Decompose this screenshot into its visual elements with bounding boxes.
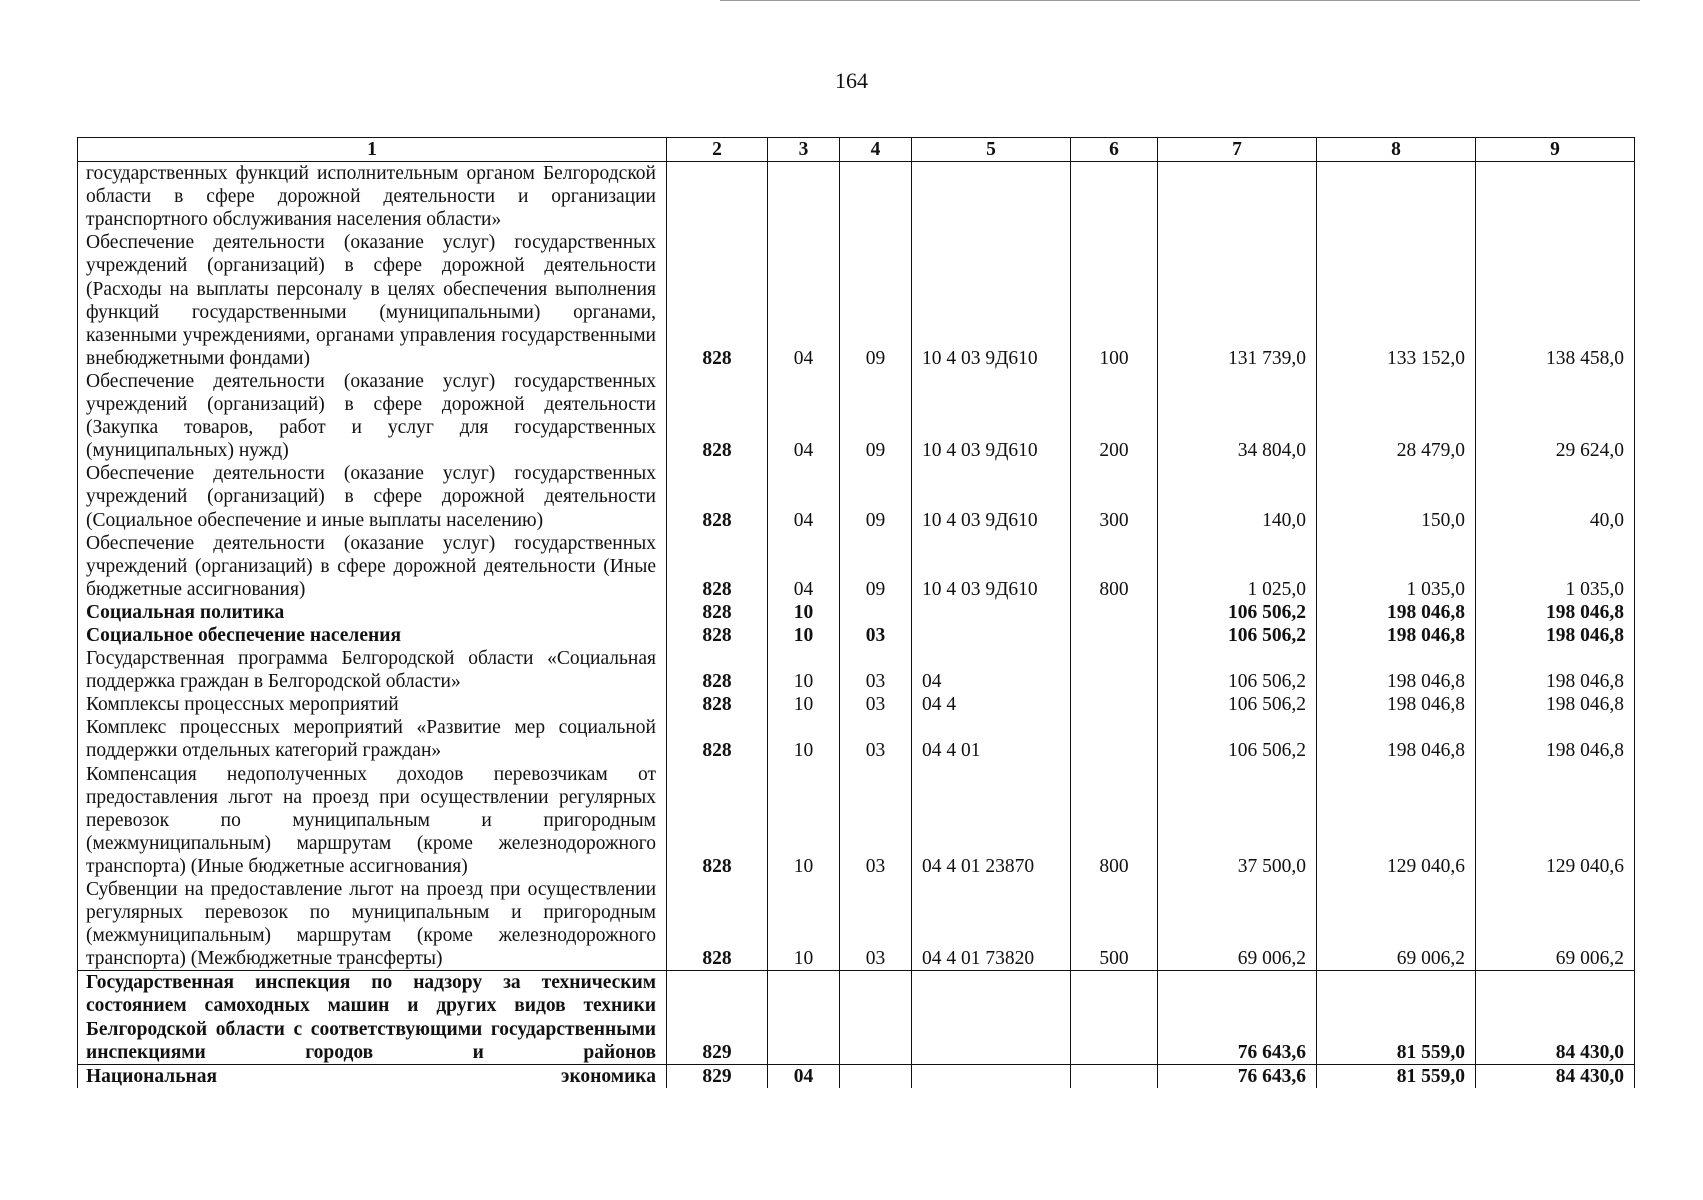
row-amount-2: 28 479,0 (1317, 370, 1476, 462)
row-section (768, 162, 840, 232)
row-amount-3: 198 046,8 (1476, 716, 1635, 762)
row-name: государственных функций исполнительным органом Белгородской области в сфере дорожной деятельности и организации транспортного обслуживания населения области» (78, 162, 667, 232)
row-amount-2: 150,0 (1317, 462, 1476, 531)
row-amount-1: 76 643,6 (1158, 971, 1317, 1064)
row-amount-2: 198 046,8 (1317, 647, 1476, 693)
row-amount-1: 1 025,0 (1158, 532, 1317, 601)
table-row (78, 693, 1635, 716)
table-row (78, 162, 1635, 232)
row-subsection: 03 (840, 716, 912, 762)
row-admin-code: 828 (667, 624, 768, 647)
row-target-article: 10 4 03 9Д610 (912, 231, 1071, 370)
row-amount-1: 34 804,0 (1158, 370, 1317, 462)
row-target-article (912, 971, 1071, 1064)
row-section: 10 (768, 693, 840, 716)
row-section: 10 (768, 601, 840, 624)
row-expense-type (1071, 693, 1158, 716)
row-admin-code: 828 (667, 647, 768, 693)
row-subsection (840, 1064, 912, 1088)
row-amount-1: 106 506,2 (1158, 716, 1317, 762)
row-expense-type: 800 (1071, 532, 1158, 601)
table-body (78, 162, 1635, 1088)
row-subsection (840, 162, 912, 232)
table-row (78, 370, 1635, 462)
row-admin-code: 828 (667, 693, 768, 716)
table-row (78, 1064, 1635, 1088)
row-target-article (912, 1064, 1071, 1088)
row-amount-2 (1317, 162, 1476, 232)
row-name: Компенсация недополученных доходов перевозчикам от предоставления льгот на проезд при осуществлении регулярных перевозок по муниципальным и пригородным (межмуниципальным) маршрутам (кроме железнодорожного транспорта) (Иные бюджетные ассигнования) (78, 763, 667, 878)
row-amount-2: 198 046,8 (1317, 716, 1476, 762)
row-amount-1: 106 506,2 (1158, 647, 1317, 693)
row-subsection: 03 (840, 693, 912, 716)
row-amount-3: 198 046,8 (1476, 693, 1635, 716)
row-admin-code: 828 (667, 878, 768, 971)
row-target-article: 04 4 (912, 693, 1071, 716)
row-expense-type: 800 (1071, 763, 1158, 878)
row-admin-code: 828 (667, 462, 768, 531)
row-admin-code: 828 (667, 370, 768, 462)
row-section: 04 (768, 532, 840, 601)
row-expense-type (1071, 1064, 1158, 1088)
row-name: Субвенции на предоставление льгот на проезд при осуществлении регулярных перевозок по муниципальным и пригородным (межмуниципальным) маршрутам (кроме железнодорожного транспорта) (Межбюджетные трансферты) (78, 878, 667, 971)
row-section (768, 971, 840, 1064)
row-amount-1: 106 506,2 (1158, 624, 1317, 647)
row-name: Обеспечение деятельности (оказание услуг) государственных учреждений (организаций) в сфере дорожной деятельности (Социальное обеспечение и иные выплаты населению) (78, 462, 667, 531)
row-target-article: 04 4 01 73820 (912, 878, 1071, 971)
row-expense-type (1071, 162, 1158, 232)
column-header: 6 (1071, 138, 1158, 162)
row-expense-type (1071, 601, 1158, 624)
row-amount-1: 106 506,2 (1158, 693, 1317, 716)
row-subsection: 09 (840, 370, 912, 462)
column-header: 4 (840, 138, 912, 162)
row-expense-type: 100 (1071, 231, 1158, 370)
row-amount-2: 81 559,0 (1317, 971, 1476, 1064)
row-expense-type: 500 (1071, 878, 1158, 971)
row-amount-3 (1476, 162, 1635, 232)
scan-edge-line (720, 0, 1640, 1)
row-amount-2: 1 035,0 (1317, 532, 1476, 601)
row-amount-1: 76 643,6 (1158, 1064, 1317, 1088)
row-amount-3: 198 046,8 (1476, 624, 1635, 647)
row-target-article (912, 601, 1071, 624)
row-amount-3: 84 430,0 (1476, 971, 1635, 1064)
row-section: 10 (768, 647, 840, 693)
row-section: 04 (768, 231, 840, 370)
column-header: 7 (1158, 138, 1317, 162)
row-subsection (840, 971, 912, 1064)
row-name: Обеспечение деятельности (оказание услуг) государственных учреждений (организаций) в сфере дорожной деятельности (Иные бюджетные ассигнования) (78, 532, 667, 601)
column-header: 2 (667, 138, 768, 162)
row-amount-2: 198 046,8 (1317, 601, 1476, 624)
row-amount-1: 37 500,0 (1158, 763, 1317, 878)
row-admin-code: 828 (667, 716, 768, 762)
row-amount-2: 69 006,2 (1317, 878, 1476, 971)
row-expense-type: 300 (1071, 462, 1158, 531)
row-name: Обеспечение деятельности (оказание услуг) государственных учреждений (организаций) в сфере дорожной деятельности (Закупка товаров, работ и услуг для государственных (муниципальных) нужд) (78, 370, 667, 462)
row-name: Национальная экономика (78, 1064, 667, 1088)
row-target-article (912, 162, 1071, 232)
table-row (78, 601, 1635, 624)
table-row (78, 716, 1635, 762)
row-amount-1: 131 739,0 (1158, 231, 1317, 370)
row-amount-1: 69 006,2 (1158, 878, 1317, 971)
row-amount-3: 129 040,6 (1476, 763, 1635, 878)
row-admin-code: 828 (667, 532, 768, 601)
row-name: Социальное обеспечение населения (78, 624, 667, 647)
column-header: 9 (1476, 138, 1635, 162)
row-amount-2: 198 046,8 (1317, 624, 1476, 647)
row-amount-2: 198 046,8 (1317, 693, 1476, 716)
row-amount-3: 198 046,8 (1476, 647, 1635, 693)
table-row (78, 647, 1635, 693)
column-number-header (78, 138, 1635, 162)
row-section: 04 (768, 1064, 840, 1088)
table-row (78, 462, 1635, 531)
column-header: 3 (768, 138, 840, 162)
column-header: 5 (912, 138, 1071, 162)
row-subsection (840, 601, 912, 624)
row-expense-type (1071, 624, 1158, 647)
table-row (78, 532, 1635, 601)
row-name: Комплексы процессных мероприятий (78, 693, 667, 716)
row-section: 04 (768, 370, 840, 462)
row-subsection: 09 (840, 231, 912, 370)
row-admin-code: 828 (667, 231, 768, 370)
row-section: 04 (768, 462, 840, 531)
row-admin-code: 828 (667, 763, 768, 878)
page-number: 164 (835, 68, 868, 93)
row-admin-code: 829 (667, 1064, 768, 1088)
row-amount-2: 133 152,0 (1317, 231, 1476, 370)
row-amount-1: 106 506,2 (1158, 601, 1317, 624)
table-row (78, 971, 1635, 1064)
row-target-article: 04 (912, 647, 1071, 693)
row-expense-type (1071, 716, 1158, 762)
row-name: Социальная политика (78, 601, 667, 624)
row-amount-3: 84 430,0 (1476, 1064, 1635, 1088)
row-amount-2: 81 559,0 (1317, 1064, 1476, 1088)
row-amount-3: 1 035,0 (1476, 532, 1635, 601)
table-row (78, 878, 1635, 971)
row-subsection: 03 (840, 647, 912, 693)
row-section: 10 (768, 763, 840, 878)
row-amount-2: 129 040,6 (1317, 763, 1476, 878)
row-subsection: 09 (840, 532, 912, 601)
row-target-article: 04 4 01 (912, 716, 1071, 762)
row-subsection: 09 (840, 462, 912, 531)
row-subsection: 03 (840, 624, 912, 647)
row-amount-1 (1158, 162, 1317, 232)
row-section: 10 (768, 624, 840, 647)
row-expense-type: 200 (1071, 370, 1158, 462)
column-header: 8 (1317, 138, 1476, 162)
row-target-article (912, 624, 1071, 647)
table-row (78, 624, 1635, 647)
row-target-article: 10 4 03 9Д610 (912, 370, 1071, 462)
row-name: Государственная инспекция по надзору за техническим состоянием самоходных машин и других видов техники Белгородской области с соответствующими государственными инспекциями городов и районов (78, 971, 667, 1064)
row-target-article: 10 4 03 9Д610 (912, 462, 1071, 531)
row-amount-3: 40,0 (1476, 462, 1635, 531)
row-target-article: 04 4 01 23870 (912, 763, 1071, 878)
row-target-article: 10 4 03 9Д610 (912, 532, 1071, 601)
row-admin-code: 829 (667, 971, 768, 1064)
row-amount-1: 140,0 (1158, 462, 1317, 531)
row-admin-code: 828 (667, 601, 768, 624)
budget-table (77, 137, 1635, 1088)
row-amount-3: 69 006,2 (1476, 878, 1635, 971)
row-admin-code (667, 162, 768, 232)
row-subsection: 03 (840, 763, 912, 878)
row-section: 10 (768, 716, 840, 762)
row-expense-type (1071, 971, 1158, 1064)
row-amount-3: 138 458,0 (1476, 231, 1635, 370)
row-section: 10 (768, 878, 840, 971)
row-name: Комплекс процессных мероприятий «Развитие мер социальной поддержки отдельных категорий граждан» (78, 716, 667, 762)
row-name: Обеспечение деятельности (оказание услуг) государственных учреждений (организаций) в сфере дорожной деятельности (Расходы на выплаты персоналу в целях обеспечения выполнения функций государственными (муниципальными) органами, казенными учреждениями, органами управления государственными внебюджетными фондами) (78, 231, 667, 370)
column-header: 1 (78, 138, 667, 162)
table-row (78, 231, 1635, 370)
row-expense-type (1071, 647, 1158, 693)
row-amount-3: 198 046,8 (1476, 601, 1635, 624)
row-subsection: 03 (840, 878, 912, 971)
table-row (78, 763, 1635, 878)
row-amount-3: 29 624,0 (1476, 370, 1635, 462)
row-name: Государственная программа Белгородской области «Социальная поддержка граждан в Белгородской области» (78, 647, 667, 693)
